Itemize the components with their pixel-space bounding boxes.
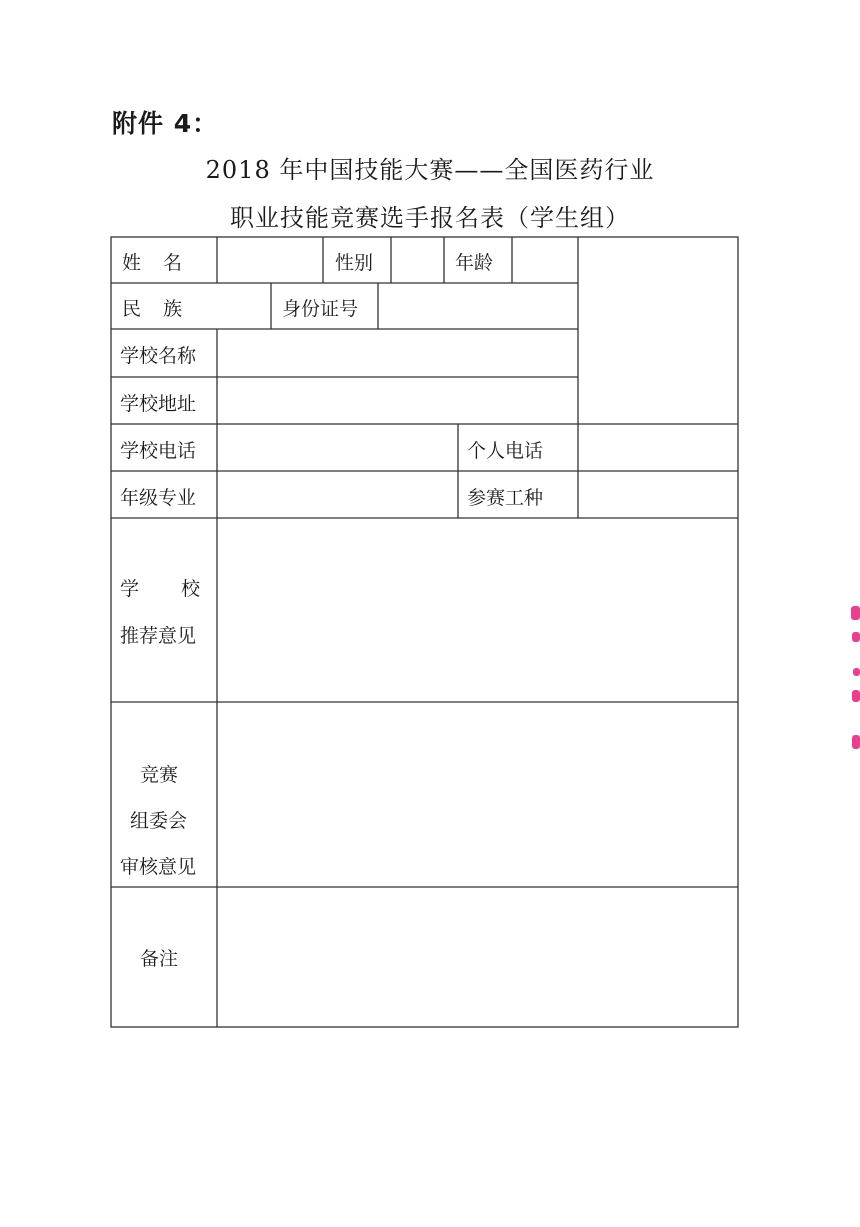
committee-label-line2: 组委会 — [130, 810, 188, 832]
seal-fragment-2 — [852, 632, 860, 642]
committee-label-line1: 竞赛 — [140, 764, 179, 786]
age-label: 年龄 — [455, 252, 494, 274]
seal-fragment-5 — [852, 735, 860, 749]
personal-phone-field[interactable] — [579, 425, 737, 470]
attachment-label: 附件 4： — [112, 109, 219, 138]
gender-label: 性别 — [335, 252, 374, 274]
seal-fragment-4 — [852, 690, 860, 702]
competition-type-field[interactable] — [579, 472, 737, 517]
ethnicity-label — [122, 294, 182, 321]
school-phone-label: 学校电话 — [120, 440, 197, 462]
form-title-line2: 职业技能竞赛选手报名表（学生组） — [230, 204, 630, 232]
school-name-label: 学校名称 — [120, 345, 197, 367]
school-rec-label-line2: 推荐意见 — [120, 625, 197, 647]
name-field[interactable] — [218, 238, 322, 282]
grade-major-label: 年级专业 — [120, 487, 197, 509]
age-field[interactable] — [513, 238, 577, 282]
school-address-label: 学校地址 — [120, 393, 197, 415]
remarks-label: 备注 — [140, 948, 179, 970]
competition-type-label: 参赛工种 — [467, 487, 544, 509]
id-number-label: 身份证号 — [282, 298, 359, 320]
school-name-field[interactable] — [218, 330, 577, 376]
seal-fragment-1 — [851, 606, 860, 620]
ethnicity-label-char1: 民 — [122, 298, 142, 320]
committee-label-line3: 审核意见 — [120, 856, 197, 878]
school-address-field[interactable] — [218, 378, 577, 423]
grade-major-field[interactable] — [218, 472, 457, 517]
seal-fragment-3 — [853, 668, 860, 676]
personal-phone-label: 个人电话 — [467, 440, 544, 462]
school-rec-char2: 校 — [180, 578, 200, 600]
ethnicity-field[interactable] — [218, 284, 270, 328]
committee-review-field[interactable] — [218, 703, 737, 886]
form-title-line1: 2018 年中国技能大赛——全国医药行业 — [205, 156, 655, 184]
gender-field[interactable] — [392, 238, 443, 282]
school-phone-field[interactable] — [218, 425, 457, 470]
name-label — [122, 248, 182, 275]
school-recommendation-field[interactable] — [218, 519, 737, 701]
name-label-char2: 名 — [162, 252, 182, 274]
school-rec-char1: 学 — [120, 578, 140, 600]
id-number-field[interactable] — [379, 284, 577, 328]
ethnicity-label-char2: 族 — [162, 298, 182, 320]
remarks-field[interactable] — [218, 888, 737, 1026]
name-label-char1: 姓 — [122, 252, 142, 274]
school-rec-label-line1 — [120, 574, 200, 601]
